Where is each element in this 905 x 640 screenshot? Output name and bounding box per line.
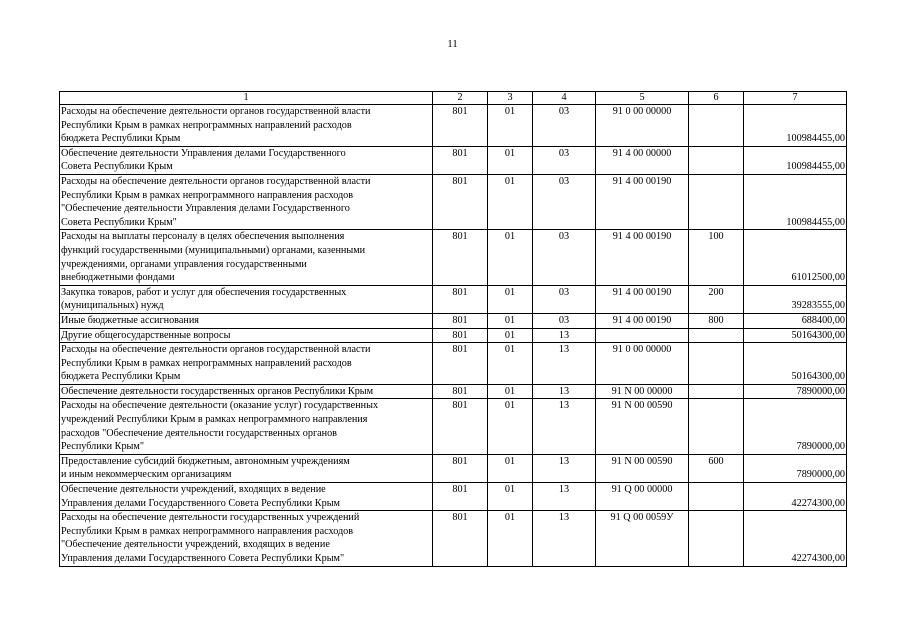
ministry-code: 801 bbox=[433, 146, 488, 174]
table-row bbox=[60, 313, 847, 328]
row-name bbox=[60, 105, 433, 147]
row-name bbox=[60, 384, 433, 399]
row-name-line: учреждений Республики Крым в рамках непрограммного направления bbox=[61, 414, 368, 426]
amount: 688400,00 bbox=[744, 313, 847, 328]
row-name-line: Республики Крым" bbox=[61, 441, 144, 453]
column-header: 5 bbox=[596, 92, 689, 105]
subsection-code: 13 bbox=[533, 328, 596, 343]
section-code: 01 bbox=[488, 146, 533, 174]
target-article-code: 91 Q 00 00000 bbox=[596, 483, 689, 511]
table-row bbox=[60, 146, 847, 174]
row-name-line: "Обеспечение деятельности Управления делами Государственного bbox=[61, 203, 350, 215]
subsection-code: 13 bbox=[533, 511, 596, 566]
budget-table bbox=[59, 91, 847, 567]
section-code: 01 bbox=[488, 174, 533, 229]
row-name-line: Совета Республики Крым bbox=[61, 161, 173, 173]
row-name-line: Предоставление субсидий бюджетным, автономным учреждениям bbox=[61, 455, 350, 467]
row-name-line: Республики Крым в рамках непрограммных направлений расходов bbox=[61, 119, 352, 131]
table-row bbox=[60, 174, 847, 229]
ministry-code: 801 bbox=[433, 384, 488, 399]
subsection-code: 03 bbox=[533, 174, 596, 229]
target-article-code: 91 0 00 00000 bbox=[596, 105, 689, 147]
target-article-code: 91 4 00 00000 bbox=[596, 146, 689, 174]
row-name-line: Республики Крым в рамках непрограммных направлений расходов bbox=[61, 357, 352, 369]
amount: 42274300,00 bbox=[744, 511, 847, 566]
row-name-line: Расходы на выплаты персоналу в целях обеспечения выполнения bbox=[61, 231, 345, 243]
subsection-code: 03 bbox=[533, 230, 596, 285]
table-row bbox=[60, 230, 847, 285]
ministry-code: 801 bbox=[433, 343, 488, 385]
expense-type-code bbox=[689, 483, 744, 511]
expense-type-code bbox=[689, 343, 744, 385]
ministry-code: 801 bbox=[433, 230, 488, 285]
row-name-line: Обеспечение деятельности Управления делами Государственного bbox=[61, 147, 346, 159]
row-name bbox=[60, 483, 433, 511]
table-row bbox=[60, 285, 847, 313]
column-header: 2 bbox=[433, 92, 488, 105]
row-name bbox=[60, 399, 433, 454]
table-body bbox=[60, 92, 847, 567]
expense-type-code bbox=[689, 105, 744, 147]
header-row bbox=[60, 92, 847, 105]
amount: 100984455,00 bbox=[744, 105, 847, 147]
subsection-code: 13 bbox=[533, 483, 596, 511]
target-article-code: 91 4 00 00190 bbox=[596, 174, 689, 229]
amount: 42274300,00 bbox=[744, 483, 847, 511]
expense-type-code bbox=[689, 399, 744, 454]
table-row bbox=[60, 454, 847, 482]
row-name-line: "Обеспечение деятельности учреждений, входящих в ведение bbox=[61, 539, 330, 551]
column-header: 3 bbox=[488, 92, 533, 105]
target-article-code: 91 Q 00 0059У bbox=[596, 511, 689, 566]
expense-type-code: 600 bbox=[689, 454, 744, 482]
expense-type-code bbox=[689, 328, 744, 343]
row-name bbox=[60, 230, 433, 285]
section-code: 01 bbox=[488, 384, 533, 399]
ministry-code: 801 bbox=[433, 511, 488, 566]
amount: 50164300,00 bbox=[744, 343, 847, 385]
row-name-line: расходов "Обеспечение деятельности государственных органов bbox=[61, 427, 337, 439]
row-name-line: бюджета Республики Крым bbox=[61, 371, 181, 383]
column-header: 4 bbox=[533, 92, 596, 105]
row-name bbox=[60, 343, 433, 385]
target-article-code bbox=[596, 328, 689, 343]
subsection-code: 13 bbox=[533, 399, 596, 454]
subsection-code: 13 bbox=[533, 343, 596, 385]
amount: 100984455,00 bbox=[744, 174, 847, 229]
ministry-code: 801 bbox=[433, 483, 488, 511]
section-code: 01 bbox=[488, 399, 533, 454]
row-name-line: Республики Крым в рамках непрограммного направления расходов bbox=[61, 189, 354, 201]
target-article-code: 91 4 00 00190 bbox=[596, 230, 689, 285]
target-article-code: 91 0 00 00000 bbox=[596, 343, 689, 385]
row-name-line: функций государственными (муниципальными) органами, казенными bbox=[61, 244, 366, 256]
row-name-line: Расходы на обеспечение деятельности органов государственной власти bbox=[61, 344, 371, 356]
row-name-line: и иным некоммерческим организациям bbox=[61, 469, 232, 481]
target-article-code: 91 N 00 00000 bbox=[596, 384, 689, 399]
row-name bbox=[60, 511, 433, 566]
row-name-line: Расходы на обеспечение деятельности (оказание услуг) государственных bbox=[61, 400, 379, 412]
row-name-line: Расходы на обеспечение деятельности органов государственной власти bbox=[61, 175, 371, 187]
expense-type-code: 100 bbox=[689, 230, 744, 285]
row-name bbox=[60, 174, 433, 229]
row-name bbox=[60, 454, 433, 482]
section-code: 01 bbox=[488, 313, 533, 328]
ministry-code: 801 bbox=[433, 105, 488, 147]
column-header: 7 bbox=[744, 92, 847, 105]
row-name bbox=[60, 328, 433, 343]
table-row bbox=[60, 328, 847, 343]
row-name-line: (муниципальных) нужд bbox=[61, 300, 164, 312]
subsection-code: 13 bbox=[533, 454, 596, 482]
row-name-line: учреждениями, органами управления государственными bbox=[61, 258, 307, 270]
amount: 7890000,00 bbox=[744, 454, 847, 482]
row-name bbox=[60, 285, 433, 313]
target-article-code: 91 N 00 00590 bbox=[596, 399, 689, 454]
section-code: 01 bbox=[488, 483, 533, 511]
row-name-line: Расходы на обеспечение деятельности органов государственной власти bbox=[61, 106, 371, 117]
expense-type-code: 800 bbox=[689, 313, 744, 328]
row-name-line: Другие общегосударственные вопросы bbox=[61, 329, 231, 341]
column-header: 1 bbox=[60, 92, 433, 105]
section-code: 01 bbox=[488, 454, 533, 482]
ministry-code: 801 bbox=[433, 174, 488, 229]
target-article-code: 91 4 00 00190 bbox=[596, 285, 689, 313]
ministry-code: 801 bbox=[433, 454, 488, 482]
row-name-line: Расходы на обеспечение деятельности государственных учреждений bbox=[61, 512, 360, 524]
table-row bbox=[60, 511, 847, 566]
table-row bbox=[60, 343, 847, 385]
expense-type-code bbox=[689, 511, 744, 566]
amount: 50164300,00 bbox=[744, 328, 847, 343]
column-header: 6 bbox=[689, 92, 744, 105]
section-code: 01 bbox=[488, 105, 533, 147]
amount: 100984455,00 bbox=[744, 146, 847, 174]
row-name-line: Республики Крым в рамках непрограммного направления расходов bbox=[61, 525, 354, 537]
expense-type-code bbox=[689, 146, 744, 174]
section-code: 01 bbox=[488, 285, 533, 313]
table-row bbox=[60, 105, 847, 147]
row-name-line: Совета Республики Крым" bbox=[61, 216, 177, 228]
expense-type-code bbox=[689, 174, 744, 229]
subsection-code: 13 bbox=[533, 384, 596, 399]
row-name-line: Обеспечение деятельности государственных органов Республики Крым bbox=[61, 385, 374, 397]
amount: 61012500,00 bbox=[744, 230, 847, 285]
ministry-code: 801 bbox=[433, 328, 488, 343]
row-name bbox=[60, 146, 433, 174]
ministry-code: 801 bbox=[433, 399, 488, 454]
row-name-line: Обеспечение деятельности учреждений, входящих в ведение bbox=[61, 484, 326, 496]
target-article-code: 91 4 00 00190 bbox=[596, 313, 689, 328]
amount: 7890000,00 bbox=[744, 384, 847, 399]
table-row bbox=[60, 483, 847, 511]
expense-type-code: 200 bbox=[689, 285, 744, 313]
expense-type-code bbox=[689, 384, 744, 399]
row-name-line: внебюджетными фондами bbox=[61, 272, 175, 284]
amount: 39283555,00 bbox=[744, 285, 847, 313]
table-row bbox=[60, 399, 847, 454]
ministry-code: 801 bbox=[433, 285, 488, 313]
page-number: 11 bbox=[447, 38, 458, 50]
subsection-code: 03 bbox=[533, 146, 596, 174]
table-row bbox=[60, 384, 847, 399]
row-name-line: бюджета Республики Крым bbox=[61, 133, 181, 145]
target-article-code: 91 N 00 00590 bbox=[596, 454, 689, 482]
ministry-code: 801 bbox=[433, 313, 488, 328]
row-name-line: Управления делами Государственного Совета Республики Крым" bbox=[61, 553, 345, 564]
subsection-code: 03 bbox=[533, 285, 596, 313]
amount: 7890000,00 bbox=[744, 399, 847, 454]
subsection-code: 03 bbox=[533, 313, 596, 328]
section-code: 01 bbox=[488, 230, 533, 285]
row-name bbox=[60, 313, 433, 328]
row-name-line: Иные бюджетные ассигнования bbox=[61, 314, 199, 326]
row-name-line: Управления делами Государственного Совета Республики Крым bbox=[61, 497, 340, 509]
row-name-line: Закупка товаров, работ и услуг для обеспечения государственных bbox=[61, 286, 347, 298]
subsection-code: 03 bbox=[533, 105, 596, 147]
section-code: 01 bbox=[488, 343, 533, 385]
section-code: 01 bbox=[488, 328, 533, 343]
section-code: 01 bbox=[488, 511, 533, 566]
